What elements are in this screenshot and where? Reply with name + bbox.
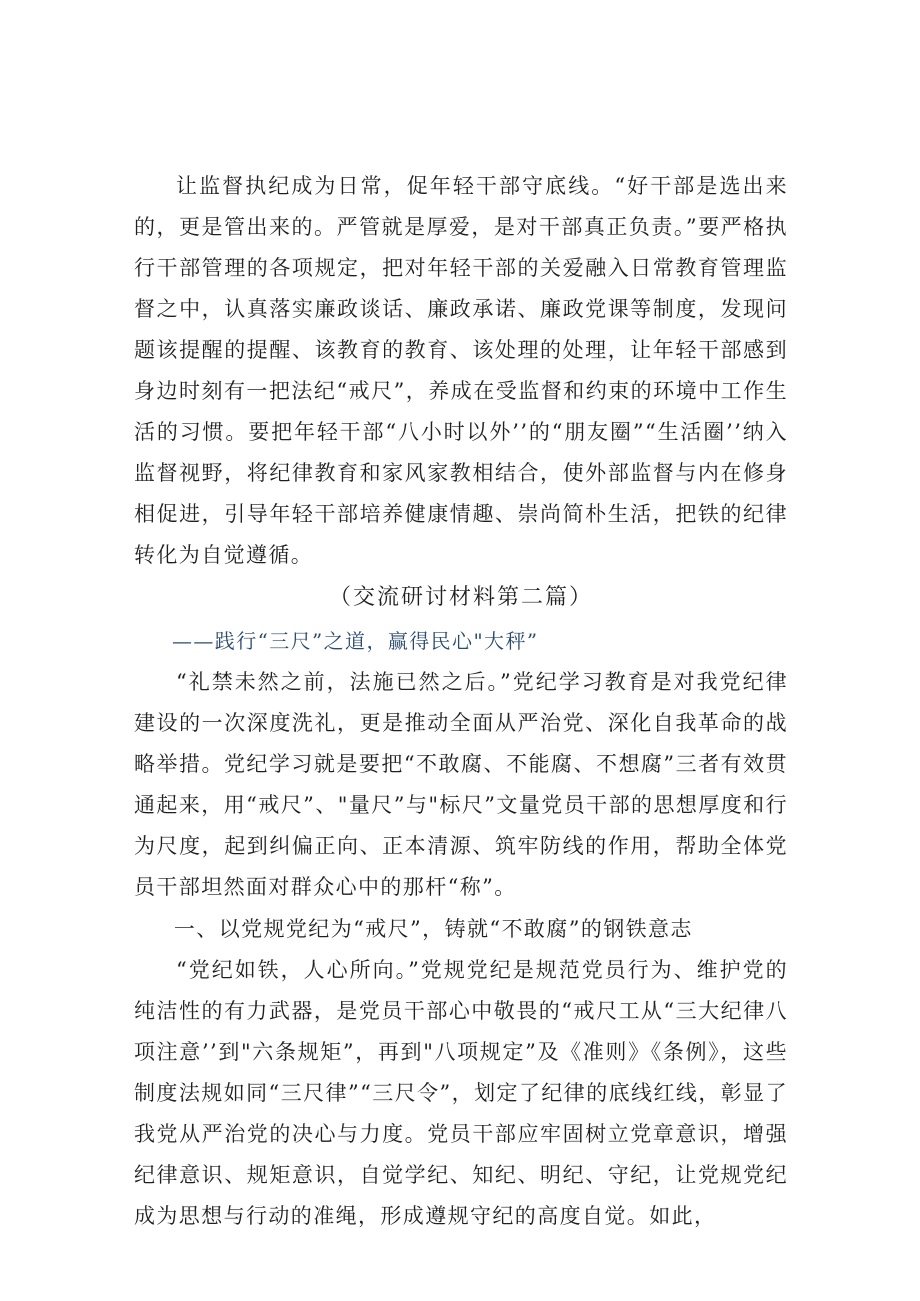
section-subtitle: ——践行“三尺”之道，赢得民心"大秤”	[172, 629, 539, 653]
body-paragraph: “礼禁未然之前，法施已然之后。”党纪学习教育是对我党纪律建设的一次深度洗礼，更是推动全面从严治党、深化自我革命的战略举措。党纪学习就是要把“不敢腐、不能腐、不想腐”三者有效贯通起来，用“戒尺”、"量尺”与"标尺”文量党员干部的思想厚度和行为尺度，起到纠偏正向、正本清源、筑牢防线的作用，帮助全体党员干部坦然面对群众心中的那杆“称”。	[134, 670, 788, 899]
subsection-title: 一、以党规党纪为“戒尺”，铸就“不敢腐”的钢铁意志	[173, 917, 693, 941]
section-heading: （交流研讨材料第二篇）	[328, 585, 593, 610]
body-paragraph: “党纪如铁，人心所向。”党规党纪是规范党员行为、维护党的纯洁性的有力武器，是党员干部心中敬畏的“戒尺工从“三大纪律八项注意’’到"六条规矩”，再到"八项规定”及《准则》《条例》，这些制度法规如同“三尺律”“三尺令”，划定了纪律的底线红线，彰显了我党从严治党的决心与力度。党员干部应牢固树立党章意识，增强纪律意识、规矩意识，自觉学纪、知纪、明纪、守纪，让党规党纪成为思想与行动的准绳，形成遵规守纪的高度自觉。如此，	[134, 958, 788, 1228]
document-body	[134, 166, 788, 1237]
body-paragraph: 让监督执纪成为日常，促年轻干部守底线。“好干部是选出来的，更是管出来的。严管就是厚爱，是对干部真正负责。”要严格执行干部管理的各项规定，把对年轻干部的关爱融入日常教育管理监督之中，认真落实廉政谈话、廉政承诺、廉政党课等制度，发现问题该提醒的提醒、该教育的教育、该处理的处理，让年轻干部感到身边时刻有一把法纪“戒尺”，养成在受监督和约束的环境中工作生活的习惯。要把年轻干部“八小时以外’’的“朋友圈”“生活圈’’纳入监督视野，将纪律教育和家风家教相结合，使外部监督与内在修身相促进，引导年轻干部培养健康情趣、崇尚简朴生活，把铁的纪律转化为自觉遵循。	[134, 174, 788, 567]
